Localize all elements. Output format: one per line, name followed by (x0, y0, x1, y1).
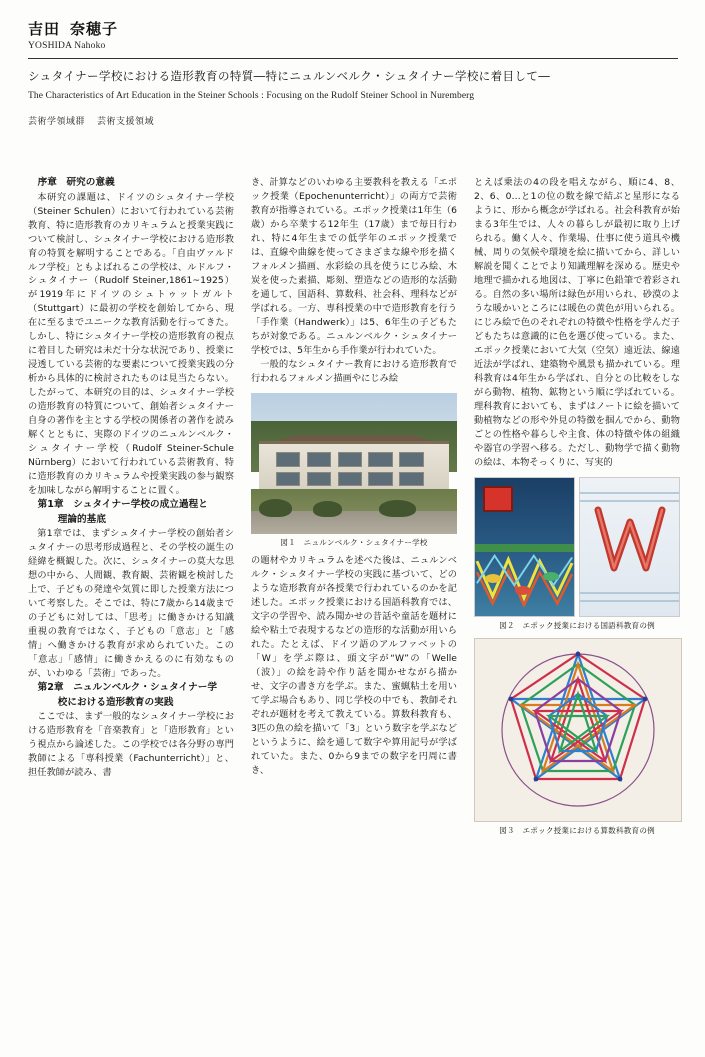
paragraph-right-1: とえば乗法の4の段を唱えながら、順に4、8、2、6、0…と1の位の数を線で結ぶと星形になるように、形から概念が学ばれる。社会科教育が始まる3年生では、人々の暮らしが最初に取り上げられる。働く人々、作業場、仕事に使う道具や機械、周りの気候や環境を絵に描いてから、詳しい解説を聞くことでより知識理解を深める。歴史や地理で描かれる地図は、丁寧に色鉛筆で着彩される。自然の多い場所は緑色が用いられ、砂漠のような暖かいところには暖色の黄色が用いられる。にじみ絵で色のそれぞれの特徴や性格を学んだ子どもたちは意識的に色を選び使っている。また、エポック授業において大気（空気）遠近法、線遠近法が学ばれ、建築物や風景も描かれている。理科教育は4年生から学ばれ、自分との比較をしながら動物、植物、鉱物という順に学ばれている。理科教育においても、まずはノートに絵を描いて動植物などの形や外見の特徴を掴んでから、動物ごとの性格や暮らしや主食、体の特徴や体の組織や器官の学習へ移る。ただし、動物学で描く動物の絵は、本物そっくりに、写実的 (474, 177, 680, 468)
author-name-japanese (28, 18, 678, 39)
section-heading-chapter1-line2: 理論的基底 (57, 513, 106, 525)
drawing-fish (515, 586, 531, 595)
author-given-name: 奈穂子 (70, 20, 119, 38)
photo-window (399, 452, 424, 467)
paper-title-japanese: シュタイナー学校における造形教育の特質―特にニュルンベルク・シュタイナー学校に着目して― (28, 69, 551, 83)
drawing-wave-line (580, 492, 679, 494)
figure-2-caption: 図２ エポック授業における国語科教育の例 (499, 620, 655, 630)
photo-window (399, 472, 424, 487)
column-middle (251, 176, 457, 1041)
body-columns (28, 176, 680, 1041)
paragraph-middle-2: 一般的なシュタイナー教育における造形教育で行われるフォルメン描画やにじみ絵 (251, 358, 457, 384)
drawing-fish (543, 572, 559, 581)
header-divider (28, 58, 678, 59)
drawing-wave-line (580, 600, 679, 602)
photo-window (307, 472, 332, 487)
figure-3-caption: 図３ エポック授業における算数科教育の例 (499, 826, 655, 836)
photo-window (338, 472, 363, 487)
keyword-line (28, 114, 678, 127)
photo-window (368, 472, 393, 487)
section-heading-chapter2-line2: 校における造形教育の実践 (57, 696, 174, 708)
drawing-red-shape (483, 486, 513, 512)
photo-bush (379, 500, 416, 517)
drawing-wave-line (580, 592, 679, 594)
keyword-field-group: 芸術学領域群 (28, 117, 86, 127)
geometric-string-art-drawing (474, 638, 682, 822)
string-art-svg (475, 639, 681, 821)
photo-bush (259, 499, 292, 517)
keyword-field-area: 芸術支援領域 (97, 117, 155, 127)
photo-window (276, 452, 301, 467)
drawing-underwater-scene (474, 477, 575, 617)
school-building-photo (251, 393, 457, 534)
paragraph-intro-1: 本研究の課題は、ドイツのシュタイナー学校（Steiner Schulen）において行われている芸術教育、特に造形教育のカリキュラムと授業実践について検討し、シュタイナー学校における造形教育の特質を解明することである。「自由ヴァルドルフ学校」ともよばれるこの学校は、ルドルフ・シュタイナー（Rudolf Steiner,1861~1925）が1919年にドイツのシュトゥットガルト（Stuttgart）に最初の学校を創始してから、現在に至るまでユニークな教育活動を行ってきた。しかし、特にシュタイナー学校の造形教育の視点に着目した研究は未だ十分な状況であり、授業に浸透している芸術的な要素について授業実践の分析から具体的に検討されたものは見当たらない。したがって、本研究の目的は、シュタイナー学校の造形教育の特質について、創始者シュタイナー自身の著作を主とする学校の関係者の著作を読み解くとともに、実際のドイツのニュルンベルク・シュタイナー学校（Rudolf Steiner-Schule Nürnberg）において行われている芸術教育、特に造形教育のカリキュラムや授業実践の参与観察を加味しながら解明することに置く。 (28, 191, 234, 497)
photo-bush (313, 501, 342, 517)
figure-1-caption: 図１ ニュルンベルク・シュタイナー学校 (280, 537, 428, 547)
drawing-letter-w-wave (579, 477, 680, 617)
paper-header (28, 18, 678, 127)
figure-3 (474, 638, 680, 837)
column-right (474, 176, 680, 1041)
figure-1 (251, 393, 457, 549)
column-left (28, 176, 234, 1041)
drawing-green-band (475, 544, 574, 552)
paragraph-chapter2-1: ここでは、まず一般的なシュタイナー学校における造形教育を「音楽教育」と「造形教育」という視点から論述した。この学校では各分野の専門教師による「専科授業（Fachunterricht）」と、担任教師が読み、書 (28, 711, 234, 779)
section-heading-chapter1-line1: 第1章 シュタイナー学校の成立過程と (37, 499, 208, 511)
paper-title-english: The Characteristics of Art Education in the Steiner Schools : Focusing on the Rudolf Steiner School in Nuremberg (28, 91, 475, 101)
author-family-name: 吉田 (28, 20, 61, 38)
drawing-letter-w (592, 504, 668, 576)
photo-window (307, 452, 332, 467)
photo-window (276, 472, 301, 487)
author-name-romanized: YOSHIDA Nahoko (28, 41, 106, 51)
photo-window (368, 452, 393, 467)
photo-window (338, 452, 363, 467)
childrens-drawings (474, 477, 680, 617)
section-heading-intro: 序章 研究の意義 (37, 177, 115, 188)
section-heading-chapter2-line1: 第2章 ニュルンベルク・シュタイナー学 (37, 682, 218, 694)
drawing-wave-line (580, 500, 679, 502)
paragraph-chapter1-1: 第1章では、まずシュタイナー学校の創始者シュタイナーの思考形成過程と、その学校の誕生の経緯を概観した。次に、シュタイナーの莫大な思想の中から、人間観、教育観、芸術観を検討した上で、子どもの発達や気質に即した授業方法について考察した。そこでは、特に7歳から14歳までの子どもに対しては、「思考」に働きかける知識重視の教育ではなく、子どもの「意志」と「感情」へ働きかける教育が求められていた。この「意志」「感情」に働きかえるのに有効なものが、いわゆる「芸術」であった。 (28, 528, 234, 680)
paragraph-middle-1: き、計算などのいわゆる主要教科を教える「エポック授業（Epochenunterricht）」の両方で芸術教育が指導されている。エポック授業は1年生（6歳）から卒業する12年生（17歳）まで毎日行われ、特に4年生までの低学年のエポック授業では、直線や曲線を使ってさまざまな線や形を描くフォルメン描画、水彩絵の具を使うにじみ絵、木炭を使った素描、彫刻、塑造などの造形的な活動を通して、国語科、算数科、社会科、理科などが学ばれる。一方、専科授業の中で造形教育を行う「手作業（Handwerk）」は5、6年生の子どもたちが対象である。ニュルンベルク・シュタイナー学校では、5年生から手作業が行われていた。 (251, 177, 457, 356)
figure-2 (474, 477, 680, 632)
paragraph-middle-3: の題材やカリキュラムを述べた後は、ニュルンベルク・シュタイナー学校の実践に基づいて、どのような造形教育が各授業で行われているのかを記述した。エポック授業における国語科教育では、文字の学習や、読み聞かせの昔話や童話を題材に絵や粘土で表現するなどの造形的な活動が用いられた。たとえば、ドイツ語のアルファベットの「W」を学ぶ際は、頭文字が“W”の「Welle（波）」の絵を詩や作り話を聞かせながら描かせ、文字の書き方を学ぶ。また、蜜蝋粘土を用いて学ぶ場合もあり、同じ学校の中でも、教師それぞれが題材を考えて教えている。算数科教育も、3匹の魚の絵を描いて「3」という数字を学ぶなどというように、絵を通して数字や算用記号が学ばれていた。また、0から9までの数字を円周に書き、 (251, 555, 457, 777)
drawing-fish (485, 574, 501, 583)
